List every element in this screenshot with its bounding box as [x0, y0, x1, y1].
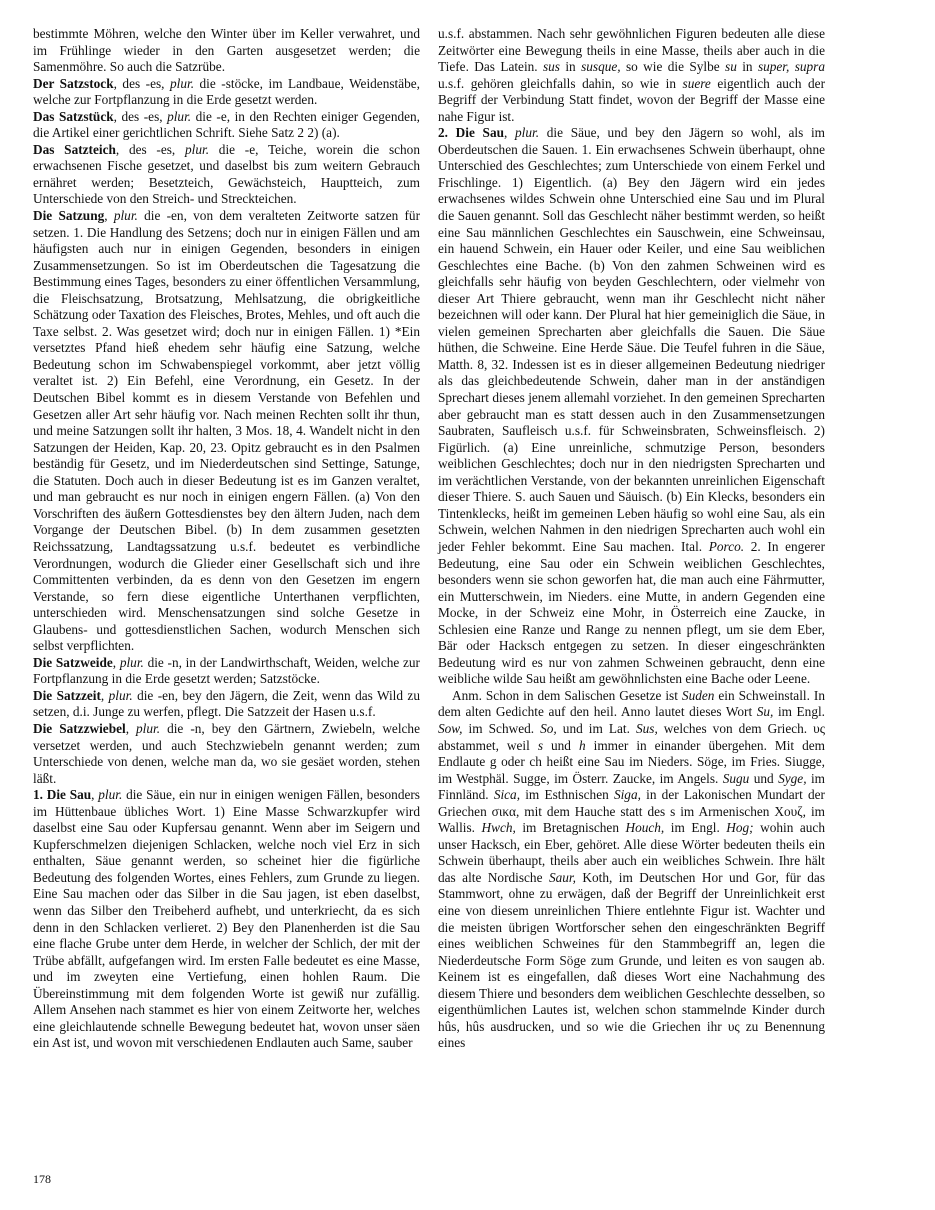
right_column-entry: u.s.f. abstammen. Nach sehr gewöhnlichen Figuren bedeuten alle diese Zeitwörter eine Bewegung theils in eine Masse, theils aber auch in die Tiefe. Das Latein. sus in susque, so wie die Sylbe su in super, supra u.s.f. gehören gleichfalls dahin, so wie in suere eigentlich auch der Begriff der Verbindung Statt findet, wovon der Begriff der Masse eine nahe Figur ist. [438, 26, 826, 124]
left_column-entry: Der Satzstock, des -es, plur. die -stöcke, im Landbaue, Weidenstäbe, welche zur Fortpflanzung in die Erde gesetzt werden. [33, 75, 420, 108]
left_column-entry: 1. Die Sau, plur. die Säue, ein nur in einigen wenigen Fällen, besonders im Hüttenbaue übliches Wort. 1) Eine Masse Schwarzkupfer wird daselbst eine Sau oder Kupfersau genannt. Wenn aber im Seigern und Kupferschmelzen diejenigen Schlacken, welche noch viel Erz in sich enthalten, Säue genannt werden, so scheinet hier die figürliche Bedeutung des folgenden Wortes, eines Fehlers, zum Grunde zu liegen. Eine Sau machen oder das Silber in die Sau jagen, ist eben daselbst, wenn das Silber den Treibeherd aufhebt, und unterkriecht, da es sich denn in den Schlacken verlieret. 2) Bey den Planenherden ist die Sau eine flache Grube unter dem Herde, in welcher der Schlich, der mit der Trübe abfällt, aufgefangen wird. Im ersten Falle bedeutet es eine Masse, und im zweyten eine Vertiefung, einen hohlen Raum. Die Übereinstimmung mit dem folgenden Worte ist gewiß nur zufällig. Allem Ansehen nach stammet es hier von einem Zeitworte her, welches eine gleichlautende schnelle Bewegung bedeutet hat, wovon unser säen ein Ast ist, und wovon mit verschiedenen Endlauten auch Same, sauber [33, 787, 420, 1051]
left_column-entry: Die Satzzeit, plur. die -en, bey den Jägern, die Zeit, wenn das Wild zu setzen, d.i. Junge zu werfen, pflegt. Die Satzzeit der Hasen u.s.f. [33, 687, 420, 720]
left_column-entry: Das Satzteich, des -es, plur. die -e, Teiche, worein die schon erwachsenen Fische gesetzet, und daselbst bis zum weitern Gebrauch ernähret werden; Besetzteich, Gewächsteich, Hauptteich, zum Unterschiede von den Streich- und Streckteichen. [33, 141, 420, 207]
right_column-entry: Anm. Schon in dem Salischen Gesetze ist Suden ein Schweinstall. In dem alten Gedichte auf den heil. Anno lautet dieses Wort Su, im Engl. Sow, im Schwed. So, und im Lat. Sus, welches von dem Griech. υς abstammet, weil s und h immer in einander übergehen. Mit dem Endlaute g oder ch heißt eine Sau im Nieders. Söge, im Fries. Siugge, im Westphäl. Sugge, im Österr. Zaucke, im Angels. Sugu und Syge, im Finnländ. Sica, im Esthnischen Siga, in der Lakonischen Mundart der Griechen σικα, mit dem Hauche statt des s im Armenischen Χουζ, im Wallis. Hwch, im Bretagnischen Houch, im Engl. Hog; wohin auch unser Hacksch, ein Eber, gehöret. Alle diese Wörter bedeuten theils ein Schwein überhaupt, theils aber auch ein weibliches Schwein. Ihre hält das alte Nordische Saur, Koth, im Deutschen Hor und Gor, für das Stammwort, ohne zu erwägen, daß der Begriff der Unreinlichkeit erst eine von diesem unreinlichen Thiere entlehnte Figur ist. Wachter und die meisten übrigen Wortforscher sehen den eingeschränkten Begriff eines weiblichen Schweines für den Stammbegriff an, legen die Niederdeutsche Form Söge zum Grunde, und leiten es von saugen ab. Keinem ist es eingefallen, daß dieses Wort eine Nachahmung des diesem Thiere und besonders dem weiblichen Geschlechte desselben, so eigenthümlichen Lautes ist, welchen schon stammelnde Kinder durch hûs, hûs ausdrucken, und so wie die Griechen ihr υς zu Benennung eines [438, 687, 826, 1051]
page-number: 178 [33, 1172, 51, 1186]
right_column-entry: 2. Die Sau, plur. die Säue, und bey den Jägern so wohl, als im Oberdeutschen die Sauen. 1. Ein erwachsenes Schwein überhaupt, ohne Unterschied des Geschlechtes; zum Unterschiede von einem Ferkel und Frischlinge. 1) Eigentlich. (a) Bey den Jägern wird ein jedes erwachsenes wildes Schwein ohne Unterschied eine Sau und im Plural die Sauen genannt. Soll das Geschlecht näher bestimmt werden, so heißt eine Sau männlichen Geschlechtes ein Sauschwein, eine Schweinsau, ein hauend Schwein, ein Hauer oder Keiler, und eine Sau weiblichen Geschlechtes eine Bache. (b) Von den zahmen Schweinen wird es gleichfalls sehr häufig von beyden Geschlechtern, oder vielmehr von dieser Art Thiere gebraucht, wenn man ihr Geschlecht nicht näher bezeichnen will oder kann. Der Plural hat hier gemeiniglich die Säue, in vielen gemeinen Sprecharten aber gleichfalls die Sauen. Die Säue hüthen, die Schweine. Eine Herde Säue. Die Teufel fuhren in die Säue, Matth. 8, 32. Indessen ist es in dieser allgemeinen Bedeutung niedriger als das gleichbedeutende Schwein, daher man in der anständigen Sprechart dieses jenem allemahl vorziehet. In den gemeinen Sprecharten aber gebraucht man es statt dessen auch in den Zusammensetzungen Saubraten, Saufleisch u.s.f. für Schweinsbraten, Schweinsfleisch. 2) Figürlich. (a) Eine unreinliche, schmutzige Person, besonders weiblichen Geschlechtes; doch nur in den niedrigsten Sprecharten und im verächtlichen Verstande, von der bekannten unreinlichen Eigenschaft dieser Thiere. S. auch Sauen und Säuisch. (b) Ein Klecks, besonders ein Tintenklecks, heißt im gemeinen Leben häufig so wohl eine Sau, als ein Schwein, welchen Nahmen in den niedrigen Sprecharten auch wohl ein jeder Fehler bekommt. Eine Sau machen. Ital. Porco. 2. In engerer Bedeutung, eine Sau oder ein Schwein weiblichen Geschlechtes, besonders wenn sie schon geworfen hat, die man auch eine Fährmutter, ein Mutterschwein, im Nieders. eine Mutte, in andern Gegenden eine Mocke, in der Schweiz eine Mohr, in Österreich eine Zaucke, in Schlesien eine Ranze und Range zu nennen pflegt, um sie dem Eber, Bär oder Hacksch entgegen zu setzen. In dieser eingeschränkten Bedeutung wird es nur von zahmen Schweinen gebraucht, denn eine weibliche wilde Sau heißt am gewöhnlichsten eine Bache oder Leene. [438, 125, 825, 687]
left_column-entry: Die Satzweide, plur. die -n, in der Landwirthschaft, Weiden, welche zur Fortpflanzung in die Erde gesetzt werden; Satzstöcke. [33, 654, 420, 687]
left_column-entry: Das Satzstück, des -es, plur. die -e, in den Rechten einiger Gegenden, die Artikel einer gerichtlichen Schrift. Siehe Satz 2 2) (a). [33, 108, 420, 141]
right-column [438, 26, 825, 1052]
left_column-entry: Die Satzung, plur. die -en, von dem veralteten Zeitworte satzen für setzen. 1. Die Handlung des Setzens; doch nur in einigen Fällen und am häufigsten auch nur in einigen Gegenden, besonders in einigen Zusammensetzungen. So ist im Oberdeutschen die Tagesatzung die Bestimmung eines Tages, besonders zu einer öffentlichen Versammlung, die Fleischsatzung, Brotsatzung, Mehlsatzung, die obrigkeitliche Schätzung oder Taxation des Fleisches, Brotes, Mehles, und oft auch die Taxe selbst. 2. Was gesetzet wird; doch nur in einigen Fällen. 1) *Ein versetztes Pfand hieß ehedem sehr häufig eine Satzung, welche Bedeutung schon im Schwabenspiegel vorkommt, aber jetzt völlig veraltet ist. 2) Ein Befehl, eine Verordnung, ein Gesetz. In der Deutschen Bibel kommt es in diesem Verstande von Befehlen und Gesetzen aller Art sehr häufig vor. Nach meinen Rechten sollt ihr thun, und meine Satzungen sollt ihr halten, 3 Mos. 18, 4. Wandelt nicht in den Satzungen der Heiden, Kap. 20, 23. Opitz gebraucht es in den Psalmen beständig für Gesetz, und im Niederdeutschen sind Settinge, Satunge, die Statuten. Doch auch in dieser Bedeutung ist es im Ganzen veraltet, und man gebraucht es nur noch in einigen engern Fällen. (a) Von den Vorschriften des äußern Gottesdienstes bey den ältern Juden, nach dem Vorgange der Deutschen Bibel. (b) In dem zusammen gesetzten Reichssatzung, Landtagssatzung u.s.f. bedeutet es verbindliche Verordnungen, wodurch die Glieder einer Gesellschaft sich und ihre Committenten verbinden, da es denn von den Gesetzen im engern Verstande, so fern diese eigentliche Unterthanen verpflichten, unterschieden wird. Menschensatzungen sind solche Gesetze in Glaubens- und gottesdienstlichen Sachen, wodurch Menschen sich selbst verpflichten. [33, 208, 421, 654]
left_column-entry: bestimmte Möhren, welche den Winter über im Keller verwahret, und im Frühlinge wieder in den Garten ausgesetzet werden; die Samenmöhre. So auch die Satzrübe. [33, 26, 420, 75]
left_column-entry: Die Satzzwiebel, plur. die -n, bey den Gärtnern, Zwiebeln, welche versetzet werden, und auch Stechzwiebeln genannt werden; zum Unterschiede von denen, welche man da, wo sie gesäet worden, stehen läßt. [33, 720, 420, 786]
left-column [33, 26, 420, 1052]
